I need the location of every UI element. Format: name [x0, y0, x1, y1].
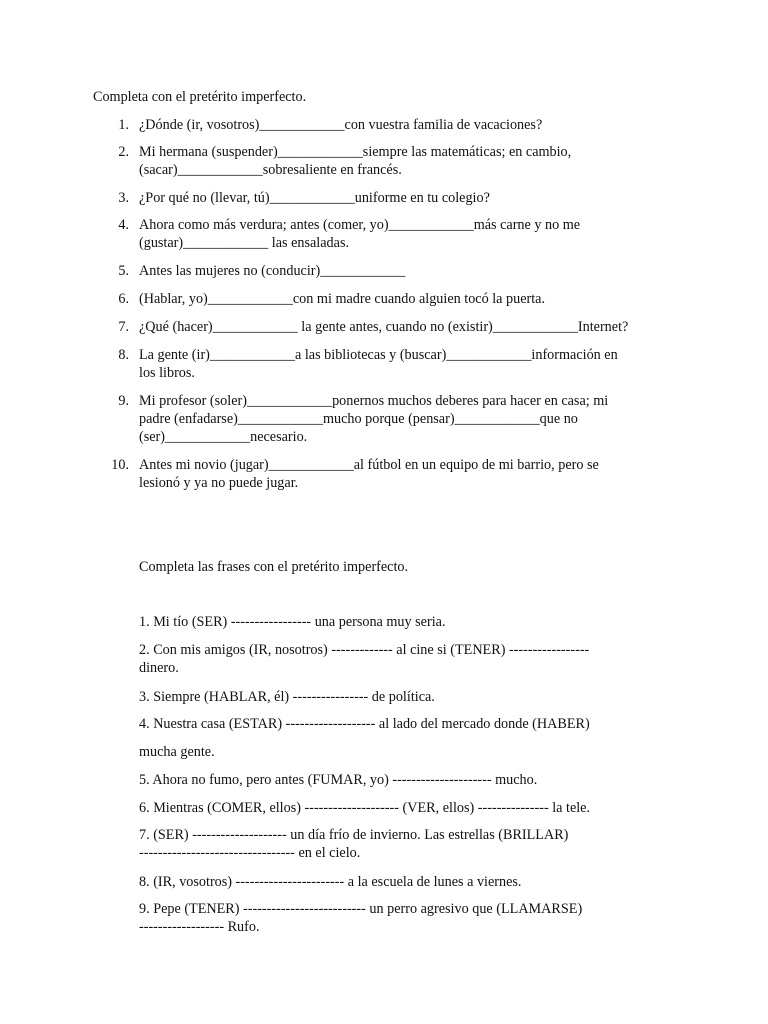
exercise1-item — [118, 318, 699, 336]
item-text: (ser)____________necesario. — [139, 429, 308, 445]
exercise1-item — [118, 290, 699, 308]
exercise1-item — [118, 262, 699, 280]
item-text: 1. Mi tío (SER) ----------------- una persona muy seria. — [139, 614, 446, 630]
item-number: 7. — [118, 319, 129, 335]
item-text: Ahora como más verdura; antes (comer, yo)____________más carne y no me — [139, 217, 581, 233]
exercise1-item — [111, 456, 699, 492]
item-text: --------------------------------- en el cielo. — [139, 845, 361, 861]
item-text: La gente (ir)____________a las bibliotecas y (buscar)____________información en — [139, 347, 618, 363]
item-text: padre (enfadarse)____________mucho porque (pensar)____________que no — [139, 411, 578, 427]
item-number: 8. — [118, 347, 129, 363]
section2-title: Completa las frases con el pretérito imperfecto. — [139, 559, 409, 575]
item-text: (gustar)____________ las ensaladas. — [139, 235, 350, 251]
item-text: dinero. — [139, 660, 179, 676]
item-text: (Hablar, yo)____________con mi madre cuando alguien tocó la puerta. — [139, 291, 546, 307]
exercise2-item — [139, 641, 659, 677]
exercise1-item — [118, 216, 699, 252]
item-text: 7. (SER) -------------------- un día frío de invierno. Las estrellas (BRILLAR) — [139, 827, 569, 843]
item-text: lesionó y ya no puede jugar. — [139, 475, 299, 491]
item-text: 4. Nuestra casa (ESTAR) ------------------- al lado del mercado donde (HABER) — [139, 716, 590, 732]
item-text: 2. Con mis amigos (IR, nosotros) ------------- al cine si (TENER) ----------------- — [139, 642, 590, 658]
item-text: Antes mi novio (jugar)____________al fútbol en un equipo de mi barrio, pero se — [139, 457, 599, 473]
exercise1-item — [118, 346, 699, 382]
item-number: 9. — [118, 393, 129, 409]
item-text: (sacar)____________sobresaliente en francés. — [139, 162, 402, 178]
item-text: 5. Ahora no fumo, pero antes (FUMAR, yo) --------------------- mucho. — [139, 772, 538, 788]
exercise2-item — [139, 613, 659, 631]
exercise2-item — [139, 743, 659, 761]
exercise2-item — [139, 799, 659, 817]
section1-title: Completa con el pretérito imperfecto. — [93, 89, 307, 105]
exercise1-item — [118, 392, 699, 446]
item-text: ¿Dónde (ir, vosotros)____________con vuestra familia de vacaciones? — [139, 117, 543, 133]
item-number: 5. — [118, 263, 129, 279]
item-text: ¿Por qué no (llevar, tú)____________uniforme en tu colegio? — [139, 190, 490, 206]
item-number: 4. — [118, 217, 129, 233]
item-number: 6. — [118, 291, 129, 307]
item-text: 8. (IR, vosotros) ----------------------- a la escuela de lunes a viernes. — [139, 874, 522, 890]
exercise2-item — [139, 900, 659, 936]
item-text: 9. Pepe (TENER) -------------------------- un perro agresivo que (LLAMARSE) — [139, 901, 583, 917]
item-text: Mi profesor (soler)____________ponernos muchos deberes para hacer en casa; mi — [139, 393, 609, 409]
item-number: 1. — [118, 117, 129, 133]
exercise1-item — [118, 116, 699, 134]
item-text: 3. Siempre (HABLAR, él) ---------------- de política. — [139, 689, 435, 705]
exercise2-item — [139, 715, 659, 733]
exercise2-item — [139, 873, 659, 891]
item-text: ¿Qué (hacer)____________ la gente antes, cuando no (existir)____________Internet? — [139, 319, 629, 335]
exercise2-item — [139, 688, 659, 706]
item-number: 10. — [111, 457, 129, 473]
item-text: 6. Mientras (COMER, ellos) -------------------- (VER, ellos) --------------- la tele. — [139, 800, 591, 816]
item-text: mucha gente. — [139, 744, 215, 760]
exercise1-item — [118, 143, 699, 179]
item-number: 2. — [118, 144, 129, 160]
item-text: los libros. — [139, 365, 195, 381]
item-text: ------------------ Rufo. — [139, 919, 260, 935]
item-number: 3. — [118, 190, 129, 206]
exercise1-item — [118, 189, 699, 207]
exercise2-item — [139, 771, 659, 789]
item-text: Mi hermana (suspender)____________siempre las matemáticas; en cambio, — [139, 144, 572, 160]
item-text: Antes las mujeres no (conducir)____________ — [139, 263, 406, 279]
exercise2-item — [139, 826, 659, 862]
